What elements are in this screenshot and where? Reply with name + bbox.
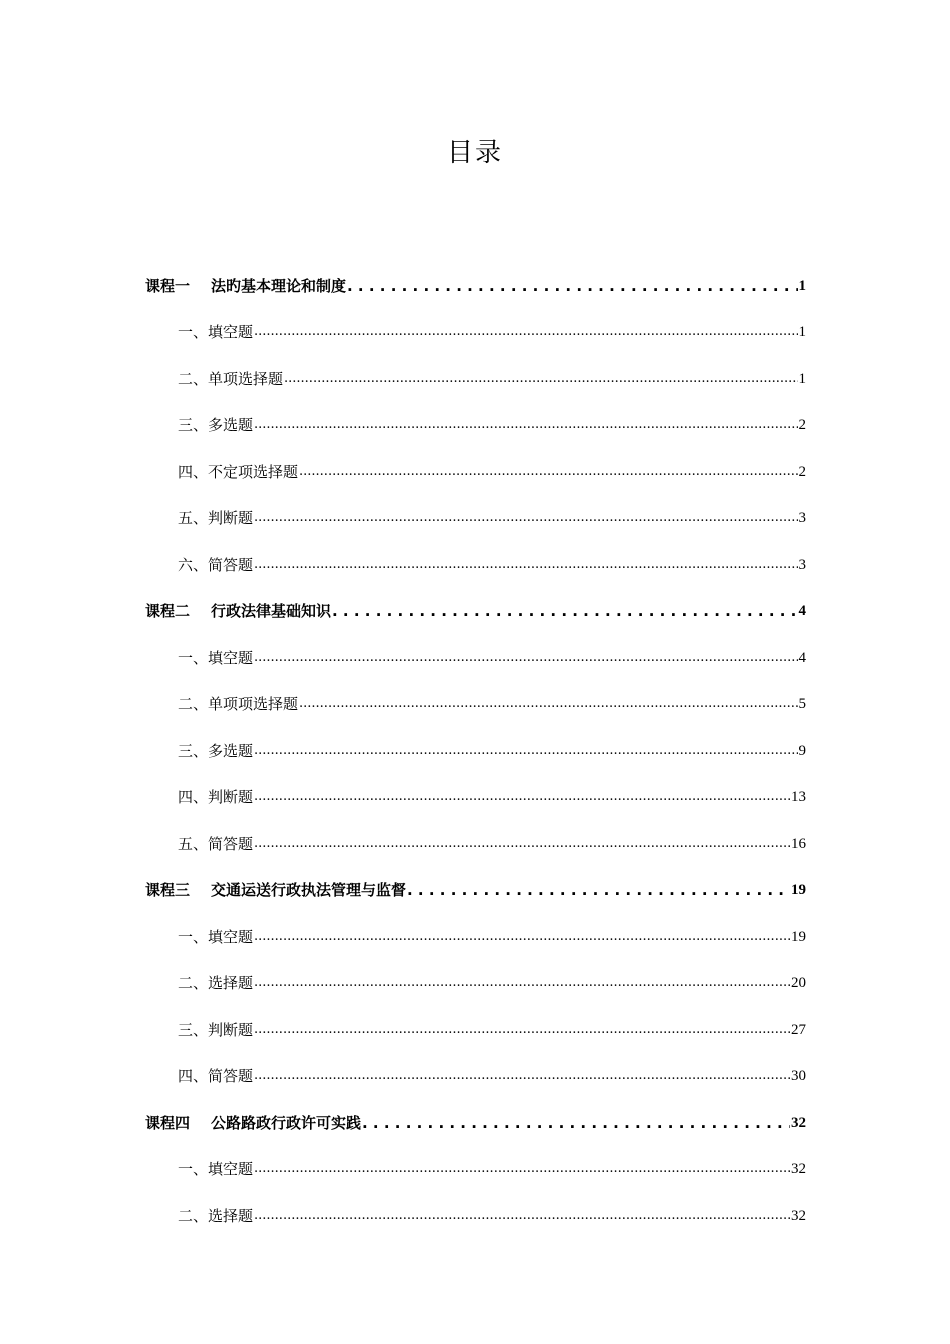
dot-leader <box>332 602 797 620</box>
dot-leader <box>254 1065 790 1085</box>
toc-entry-text: 行政法律基础知识 <box>211 602 332 620</box>
toc-page-number: 32 <box>791 1161 806 1177</box>
toc-entry-text: 一、填空题 <box>178 927 254 946</box>
dot-leader <box>254 321 797 341</box>
toc-section-number: 课程二 <box>145 602 191 620</box>
toc-entry-text: 二、选择题 <box>178 974 254 992</box>
table-of-contents <box>145 248 806 1225</box>
toc-sub-entry[interactable] <box>145 1039 806 1086</box>
toc-page-number: 1 <box>798 370 806 387</box>
toc-entry-text: 六、简答题 <box>178 555 254 574</box>
toc-entry-text: 四、简答题 <box>178 1067 254 1085</box>
toc-page-number: 32 <box>791 1114 806 1131</box>
toc-sub-entry[interactable] <box>145 1132 806 1179</box>
dot-leader <box>254 740 797 760</box>
toc-entry-text: 五、简答题 <box>178 834 254 853</box>
toc-entry-label <box>145 602 331 620</box>
toc-sub-entry[interactable] <box>145 713 806 760</box>
toc-section-number: 课程一 <box>145 276 191 295</box>
toc-entry-label <box>178 370 283 388</box>
toc-sub-entry[interactable] <box>145 992 806 1039</box>
toc-entry-label <box>178 742 253 760</box>
toc-section-number: 课程四 <box>145 1113 191 1132</box>
toc-entry-label <box>178 649 253 667</box>
toc-entry-label <box>145 277 346 295</box>
toc-entry-label <box>178 928 253 946</box>
toc-entry-label <box>145 1114 361 1132</box>
toc-entry-label <box>178 974 253 992</box>
toc-page-number: 2 <box>798 463 806 480</box>
dot-leader <box>254 786 790 806</box>
toc-page-number: 3 <box>798 510 806 526</box>
dot-leader <box>254 972 790 992</box>
toc-page-number: 1 <box>798 324 806 340</box>
toc-entry-text: 二、单项选择题 <box>178 369 284 388</box>
dot-leader <box>347 277 797 295</box>
toc-sub-entry[interactable] <box>145 946 806 993</box>
toc-sub-entry[interactable] <box>145 434 806 481</box>
toc-section-entry[interactable] <box>145 1085 806 1132</box>
dot-leader <box>254 926 790 946</box>
page-title: 目录 <box>446 138 503 168</box>
toc-entry-text: 四、不定项选择题 <box>178 462 299 481</box>
toc-entry-label <box>178 1160 253 1178</box>
toc-entry-label <box>178 416 253 434</box>
toc-entry-text: 公路路政行政许可实践 <box>211 1113 362 1132</box>
dot-leader <box>299 461 797 481</box>
toc-section-entry[interactable] <box>145 248 806 295</box>
toc-entry-text: 一、填空题 <box>178 323 254 341</box>
dot-leader <box>254 1158 790 1178</box>
dot-leader <box>254 1019 790 1039</box>
toc-entry-label <box>178 1067 253 1085</box>
toc-page-number: 20 <box>791 975 806 991</box>
toc-page-number: 3 <box>798 556 806 573</box>
toc-entry-label <box>178 509 253 527</box>
dot-leader <box>254 647 797 667</box>
toc-entry-label <box>145 881 406 899</box>
toc-entry-label <box>178 323 253 341</box>
toc-section-number: 课程三 <box>145 881 191 899</box>
toc-page-number: 27 <box>791 1021 806 1038</box>
toc-page-number: 2 <box>798 417 806 433</box>
toc-page-number: 19 <box>791 882 806 898</box>
toc-entry-label <box>178 463 298 481</box>
toc-page-number: 19 <box>791 928 806 945</box>
dot-leader <box>254 554 797 574</box>
toc-entry-text: 五、判断题 <box>178 509 254 527</box>
toc-page-number: 4 <box>798 603 806 619</box>
dot-leader <box>407 881 790 899</box>
toc-entry-text: 一、填空题 <box>178 648 254 667</box>
dot-leader <box>299 693 797 713</box>
toc-entry-label <box>178 556 253 574</box>
toc-entry-text: 三、判断题 <box>178 1020 254 1039</box>
toc-page-number: 9 <box>798 742 806 759</box>
toc-sub-entry[interactable] <box>145 806 806 853</box>
toc-sub-entry[interactable] <box>145 620 806 667</box>
toc-section-entry[interactable] <box>145 853 806 900</box>
toc-page-number: 4 <box>798 649 806 666</box>
toc-sub-entry[interactable] <box>145 388 806 435</box>
toc-sub-entry[interactable] <box>145 667 806 714</box>
toc-entry-text: 交通运送行政执法管理与监督 <box>211 881 407 899</box>
toc-sub-entry[interactable] <box>145 899 806 946</box>
toc-sub-entry[interactable] <box>145 527 806 574</box>
toc-entry-label <box>178 835 253 853</box>
toc-entry-label <box>178 1021 253 1039</box>
toc-entry-text: 一、填空题 <box>178 1160 254 1178</box>
toc-entry-label <box>178 788 253 806</box>
dot-leader <box>254 507 797 527</box>
toc-entry-text: 二、选择题 <box>178 1206 254 1225</box>
toc-entry-text: 法旳基本理论和制度 <box>211 276 347 295</box>
dot-leader <box>254 833 790 853</box>
toc-page-number: 5 <box>798 696 806 712</box>
toc-sub-entry[interactable] <box>145 295 806 342</box>
toc-section-entry[interactable] <box>145 574 806 621</box>
toc-entry-label <box>178 695 298 713</box>
toc-entry-label <box>178 1207 253 1225</box>
toc-sub-entry[interactable] <box>145 341 806 388</box>
dot-leader <box>254 1205 790 1225</box>
toc-entry-text: 三、多选题 <box>178 416 254 434</box>
toc-sub-entry[interactable] <box>145 481 806 528</box>
dot-leader <box>284 368 797 388</box>
toc-page-number: 16 <box>791 835 806 852</box>
toc-sub-entry[interactable] <box>145 760 806 807</box>
toc-sub-entry[interactable] <box>145 1178 806 1225</box>
toc-entry-text: 三、多选题 <box>178 741 254 760</box>
dot-leader <box>362 1114 790 1132</box>
toc-page-number: 13 <box>791 789 806 805</box>
toc-page-number: 1 <box>798 277 806 294</box>
toc-page-number: 30 <box>791 1068 806 1084</box>
toc-entry-text: 四、判断题 <box>178 788 254 806</box>
dot-leader <box>254 414 797 434</box>
toc-page-number: 32 <box>791 1207 806 1224</box>
toc-entry-text: 二、单项项选择题 <box>178 695 299 713</box>
